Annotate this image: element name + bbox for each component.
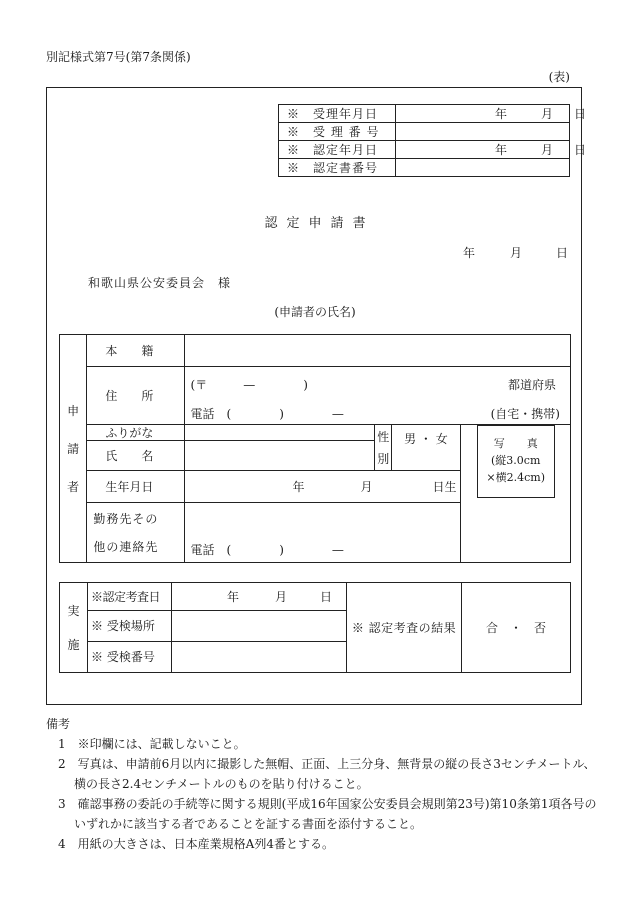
exam-number-label: ※ 受検番号 <box>88 642 172 673</box>
birth-month-label: 月 <box>360 480 373 494</box>
year-label: 年 <box>495 143 508 157</box>
form-id: 別記様式第7号(第7条関係) <box>46 50 191 64</box>
phone-label: 電話 ( ) — <box>190 407 344 421</box>
receipt-number-label: ※ 受 理 番 号 <box>279 123 396 141</box>
exam-result-label: ※ 認定考査の結果 <box>347 583 462 673</box>
exam-result-options[interactable]: 合 ・ 否 <box>462 583 571 673</box>
table-row <box>60 583 571 611</box>
notes-title: 備考 <box>46 717 71 731</box>
photo-title: 写 真 <box>493 437 538 450</box>
exam-place-field[interactable] <box>172 611 347 642</box>
sex-label: 性 別 <box>375 425 392 471</box>
work-contact-label: 勤務先その 他の連絡先 <box>87 503 184 563</box>
date-year: 年 <box>463 246 476 260</box>
table-row <box>60 367 571 425</box>
birth-date-field[interactable] <box>184 471 460 503</box>
photo-size-width: ×横2.4cm) <box>486 471 545 484</box>
day-label: 日 <box>574 143 587 157</box>
work-contact-field[interactable] <box>184 503 460 563</box>
year-label: 年 <box>495 107 508 121</box>
applicant-name-label: (申請者の氏名) <box>274 305 356 319</box>
document-title: 認定申請書 <box>264 216 375 231</box>
birth-year-label: 年 <box>292 480 305 494</box>
month-label: 月 <box>541 143 554 157</box>
receipt-row <box>279 141 570 159</box>
birth-date-label: 生年月日 <box>87 471 184 503</box>
notes-section <box>46 714 606 854</box>
table-row <box>60 425 571 441</box>
front-side-label: (表) <box>548 70 570 84</box>
implementation-table <box>59 582 571 673</box>
exam-year-label: 年 <box>227 590 240 604</box>
honseki-field[interactable] <box>184 335 570 367</box>
postal-code: (〒 — ) <box>190 378 308 392</box>
note-item: 3 確認事務の委託の手続等に関する規則(平成16年国家公安委員会規則第23号)第10条第1項各号の いずれかに該当する者であることを証する書面を添付すること。 <box>58 797 597 831</box>
note-item: 1 ※印欄には、記載しないこと。 <box>58 737 246 751</box>
date-day: 日 <box>556 246 569 260</box>
prefecture-label: 都道府県 <box>507 378 556 392</box>
receipt-date-label: ※ 受理年月日 <box>279 105 396 123</box>
addressee: 和歌山県公安委員会 様 <box>88 276 232 290</box>
note-item: 2 写真は、申請前6月以内に撮影した無帽、正面、上三分身、無背景の縦の長さ3センチメートル、 横の長さ2.4センチメートルのものを貼り付けること。 <box>58 757 596 791</box>
honseki-label: 本 籍 <box>87 335 184 367</box>
receipt-row <box>279 105 570 123</box>
exam-place-label: ※ 受検場所 <box>88 611 172 642</box>
certificate-number-field[interactable] <box>396 159 570 177</box>
approval-date-label: ※ 認定年月日 <box>279 141 396 159</box>
table-row <box>60 335 571 367</box>
photo-box <box>477 425 555 498</box>
name-field[interactable] <box>184 441 375 471</box>
photo-area[interactable] <box>460 425 570 563</box>
furigana-label: ふりがな <box>87 425 184 441</box>
birth-day-label: 日生 <box>432 480 457 494</box>
certificate-number-label: ※ 認定書番号 <box>279 159 396 177</box>
applicant-side-label: 申 請 者 <box>60 335 87 563</box>
receipt-row <box>279 123 570 141</box>
exam-date-label: ※認定考査日 <box>88 583 172 611</box>
month-label: 月 <box>541 107 554 121</box>
phone-type-label: (自宅・携帯) <box>490 407 560 421</box>
exam-date-field[interactable] <box>172 583 347 611</box>
date-month: 月 <box>510 246 523 260</box>
work-phone-label: 電話 ( ) — <box>190 543 344 557</box>
receipt-row <box>279 159 570 177</box>
receipt-date-field[interactable] <box>396 105 587 123</box>
receipt-number-field[interactable] <box>396 123 570 141</box>
exam-day-label: 日 <box>320 590 333 604</box>
applicant-table <box>59 334 571 563</box>
exam-month-label: 月 <box>275 590 288 604</box>
note-item: 4 用紙の大きさは、日本産業規格A列4番とする。 <box>58 837 334 851</box>
day-label: 日 <box>574 107 587 121</box>
photo-size-height: (縦3.0cm <box>491 454 541 467</box>
exam-number-field[interactable] <box>172 642 347 673</box>
address-label: 住 所 <box>87 367 184 425</box>
address-field[interactable] <box>184 367 570 425</box>
approval-date-field[interactable] <box>396 141 587 159</box>
furigana-field[interactable] <box>184 425 375 441</box>
sex-options[interactable]: 男 ・ 女 <box>392 425 461 471</box>
implementation-side-label: 実 施 <box>60 583 88 673</box>
receipt-table <box>278 104 587 177</box>
name-label: 氏 名 <box>87 441 184 471</box>
